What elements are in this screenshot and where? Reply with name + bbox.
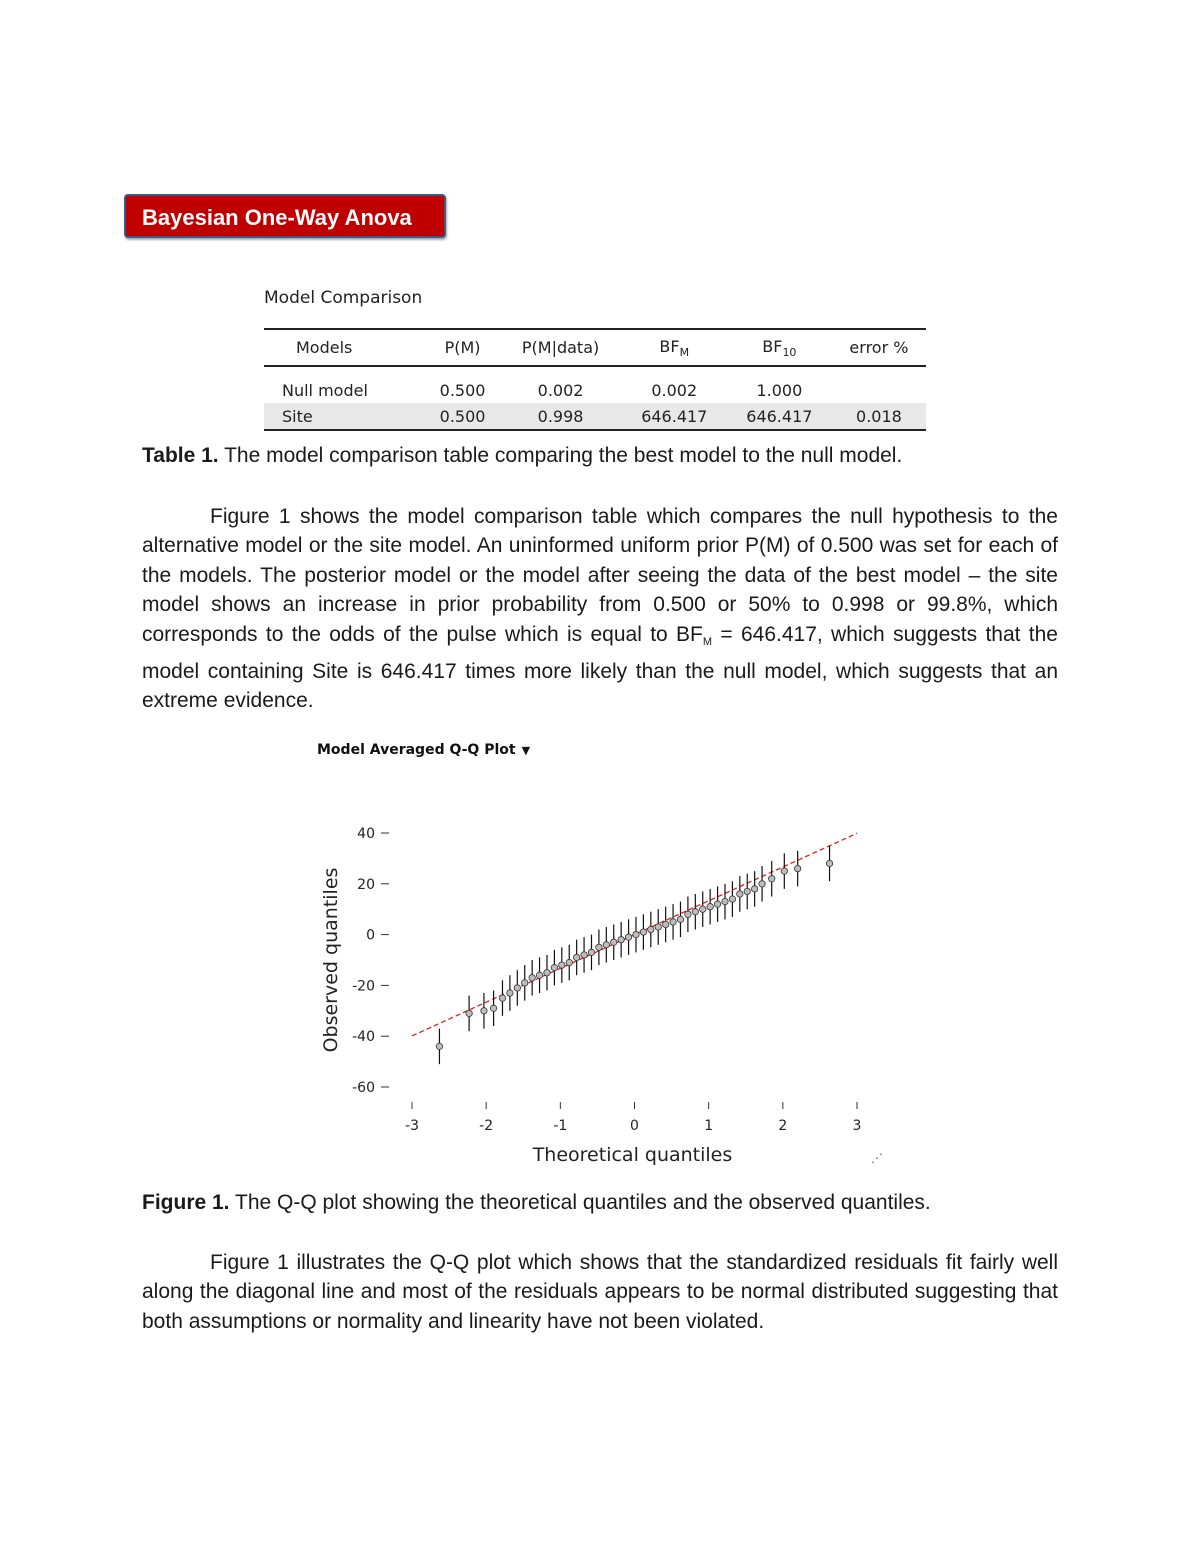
- data-point: [559, 962, 565, 968]
- header-pm: P(M): [426, 329, 500, 366]
- data-point: [499, 995, 505, 1001]
- model-comparison-table: [264, 288, 926, 431]
- x-tick-label: -2: [479, 1118, 494, 1134]
- y-axis-label: Observed quantiles: [320, 867, 342, 1053]
- data-point: [692, 909, 698, 915]
- paragraph-model-comparison: [142, 502, 1058, 716]
- data-point: [722, 898, 728, 904]
- cell-model: Site: [264, 403, 426, 430]
- header-error: error %: [832, 329, 926, 366]
- data-point: [611, 939, 617, 945]
- table-title: Model Comparison: [264, 288, 423, 308]
- table-caption-label: Table 1.: [142, 444, 219, 467]
- y-tick-label: 20: [357, 876, 375, 893]
- figure-caption-text: The Q-Q plot showing the theoretical quantiles and the observed quantiles.: [229, 1191, 931, 1214]
- cell-pm-data: 0.002: [537, 380, 584, 400]
- y-tick-label: -40: [352, 1029, 375, 1046]
- qq-plot: [300, 810, 900, 1170]
- dropdown-caret-icon[interactable]: ▼: [521, 744, 531, 757]
- data-point: [826, 860, 832, 866]
- header-bf-m-sub: M: [679, 345, 690, 359]
- cell-error: 0.018: [832, 403, 926, 430]
- cell-bf-10: 1.000: [756, 380, 803, 400]
- y-axis: [352, 826, 389, 1096]
- data-point: [507, 990, 513, 996]
- data-point: [729, 896, 735, 902]
- data-points: [436, 846, 833, 1064]
- cell-bf-10: 646.417: [727, 403, 832, 430]
- table-row: [264, 377, 926, 403]
- data-point: [466, 1010, 472, 1016]
- y-tick-label: 40: [357, 826, 375, 842]
- x-tick-label: -1: [553, 1118, 568, 1134]
- y-tick-label: -20: [352, 978, 375, 995]
- table-header-row: [264, 329, 926, 366]
- data-point: [625, 934, 631, 940]
- figure-title: [317, 742, 530, 758]
- data-point: [596, 944, 602, 950]
- data-point: [677, 916, 683, 922]
- data-point: [529, 975, 535, 981]
- resize-handle-icon[interactable]: ⋰: [871, 1151, 883, 1165]
- data-point: [588, 949, 594, 955]
- data-point: [581, 952, 587, 958]
- data-point: [544, 970, 550, 976]
- data-point: [655, 924, 661, 930]
- x-tick-label: 3: [852, 1118, 862, 1134]
- data-point: [633, 931, 639, 937]
- paragraph1-sub: M: [702, 635, 713, 648]
- section-heading-badge: Bayesian One-Way Anova: [124, 194, 446, 238]
- comparison-table: [264, 328, 926, 431]
- y-tick-label: -60: [352, 1080, 375, 1096]
- cell-pm: 0.500: [426, 403, 500, 430]
- x-axis-label: Theoretical quantiles: [532, 1144, 733, 1166]
- data-point: [566, 959, 572, 965]
- data-point: [737, 891, 743, 897]
- data-point: [662, 921, 668, 927]
- data-point: [603, 942, 609, 948]
- cell-pm: 0.500: [439, 380, 486, 400]
- table-caption: [142, 444, 902, 468]
- cell-bf-m: 0.002: [651, 380, 698, 400]
- header-models: Models: [264, 329, 426, 366]
- data-point: [514, 985, 520, 991]
- data-point: [751, 886, 757, 892]
- paragraph1-part2: = 646.417, which suggests that the model containing Site is 646.417 times more likely than the null model, which suggests that an extreme evidence.: [142, 622, 1058, 713]
- table-caption-text: The model comparison table comparing the best model to the null model.: [218, 444, 903, 467]
- cell-error: [832, 377, 926, 403]
- header-bf-m-main: BF: [659, 336, 680, 356]
- data-point: [522, 980, 528, 986]
- data-point: [744, 888, 750, 894]
- header-bf-10: [727, 329, 832, 366]
- data-point: [618, 936, 624, 942]
- cell-pm-data: 0.998: [499, 403, 621, 430]
- data-point: [769, 876, 775, 882]
- paragraph-qq-interpretation: Figure 1 illustrates the Q-Q plot which shows that the standardized residuals fit fairly well along the diagonal line and most of the residuals appears to be normal distributed suggesting that both assumptions or normality and linearity have not been violated.: [142, 1251, 1058, 1333]
- data-point: [781, 868, 787, 874]
- data-point: [714, 901, 720, 907]
- cell-model: Null model: [282, 380, 368, 400]
- data-point: [481, 1008, 487, 1014]
- data-point: [794, 865, 800, 871]
- data-point: [436, 1043, 442, 1049]
- data-point: [536, 972, 542, 978]
- x-tick-label: 1: [704, 1118, 714, 1134]
- paragraph1-part1: Figure 1 shows the model comparison table which compares the null hypothesis to the alternative model or the site model. An uninformed uniform prior P(M) of 0.500 was set for each of the models. The posterior model or the model after seeing the data of the best model – the site model shows an increase in prior probability from 0.500 or 50% to 0.998 or 99.8%, which corresponds to the odds of the pulse which is equal to BF: [142, 505, 1058, 646]
- cell-bf-m: 646.417: [622, 403, 727, 430]
- data-point: [670, 919, 676, 925]
- figure-title-text: Model Averaged Q-Q Plot: [317, 742, 516, 758]
- header-bf-10-sub: 10: [782, 345, 797, 359]
- x-tick-label: 2: [778, 1118, 788, 1134]
- data-point: [551, 964, 557, 970]
- data-point: [700, 906, 706, 912]
- data-point: [573, 954, 579, 960]
- header-pm-data: P(M|data): [499, 329, 621, 366]
- header-bf-10-main: BF: [762, 336, 783, 356]
- data-point: [490, 1005, 496, 1011]
- figure-caption: [142, 1191, 931, 1215]
- data-point: [648, 926, 654, 932]
- figure-caption-label: Figure 1.: [142, 1191, 230, 1214]
- y-tick-label: 0: [366, 927, 375, 944]
- data-point: [640, 929, 646, 935]
- x-tick-label: -3: [405, 1118, 419, 1134]
- data-point: [685, 911, 691, 917]
- x-tick-label: 0: [630, 1118, 639, 1134]
- header-bf-m: [622, 329, 727, 366]
- data-point: [707, 903, 713, 909]
- data-point: [759, 881, 765, 887]
- x-axis: [405, 1102, 861, 1134]
- table-row: [264, 403, 926, 430]
